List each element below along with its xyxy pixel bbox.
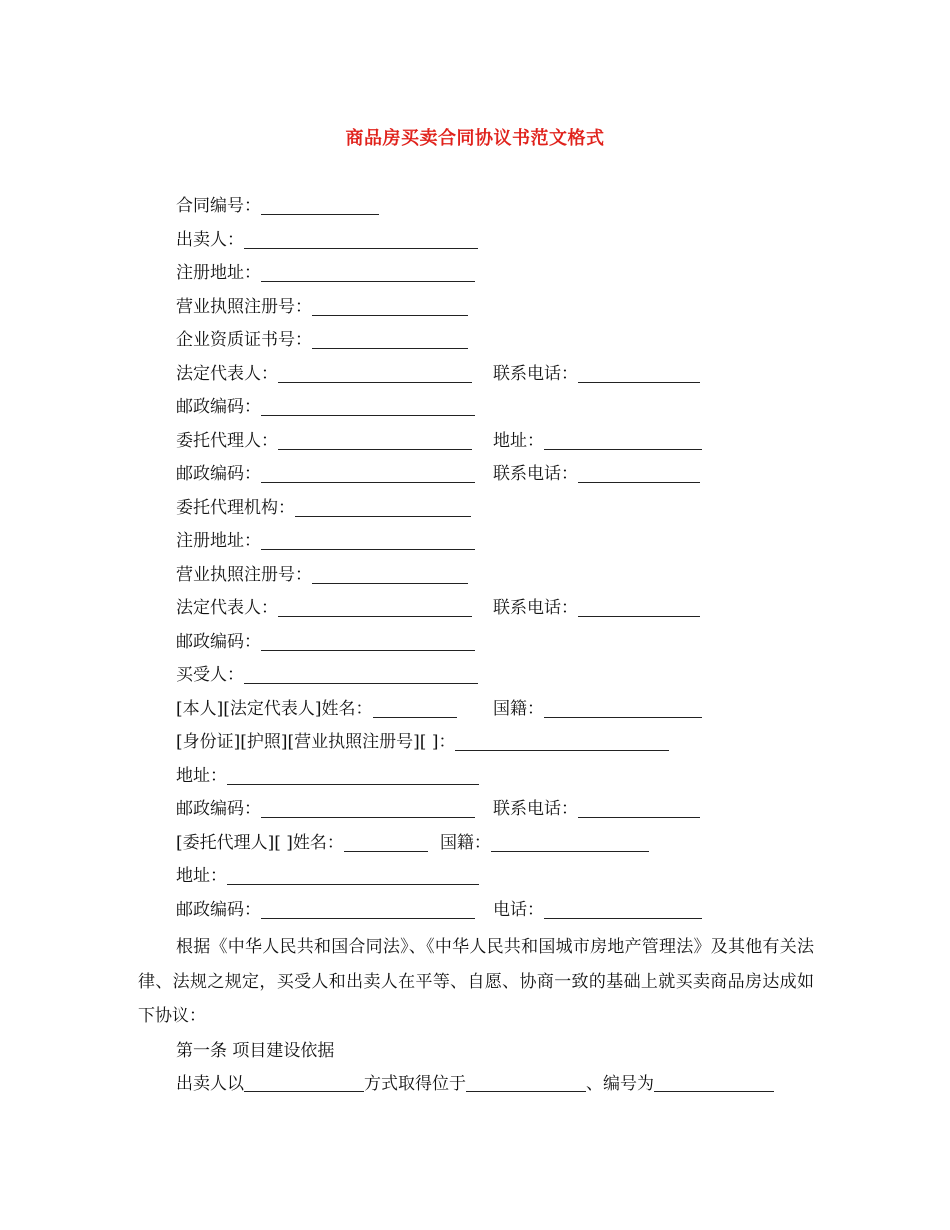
- field-label: 联系电话：: [493, 363, 578, 384]
- field-label: 注册地址：: [176, 263, 261, 283]
- form-field-row: [176, 190, 816, 224]
- text-segment: 出卖人以: [176, 1074, 244, 1094]
- field-label: 企业资质证书号：: [176, 330, 312, 350]
- field-blank[interactable]: [312, 326, 468, 349]
- field-blank[interactable]: [278, 427, 472, 450]
- field-label: 邮政编码：: [176, 464, 261, 484]
- field-left: [176, 726, 669, 760]
- field-left: [176, 257, 475, 291]
- field-blank[interactable]: [312, 561, 468, 584]
- document-title: 商品房买卖合同协议书范文格式: [345, 128, 605, 149]
- field-blank[interactable]: [261, 795, 475, 818]
- article-heading: 第一条 项目建设依据: [176, 1041, 335, 1061]
- form-field-row: [176, 492, 816, 526]
- form-field-row: [176, 626, 816, 660]
- field-blank[interactable]: [261, 628, 475, 651]
- field-blank[interactable]: [278, 594, 472, 617]
- form-field-row: [176, 559, 816, 593]
- field-label: 注册地址：: [176, 531, 261, 551]
- field-label: 地址：: [176, 866, 227, 886]
- field-label: 电话：: [493, 899, 544, 920]
- field-blank[interactable]: [455, 728, 669, 751]
- form-field-row: [176, 391, 816, 425]
- field-blank[interactable]: [544, 896, 702, 919]
- field-blank[interactable]: [373, 695, 457, 718]
- field-left: [176, 659, 478, 693]
- form-field-row: [176, 860, 816, 894]
- field-left: [176, 693, 493, 727]
- field-blank[interactable]: [491, 829, 649, 852]
- field-label: [委托代理人][ ]姓名：: [176, 832, 344, 853]
- field-blank[interactable]: [578, 594, 700, 617]
- field-left: [176, 592, 493, 626]
- field-label: 地址：: [493, 430, 544, 451]
- field-blank[interactable]: [578, 460, 700, 483]
- field-left: [176, 559, 468, 593]
- form-field-row: [176, 257, 816, 291]
- form-field-row: [176, 324, 816, 358]
- field-label: 法定代表人：: [176, 363, 278, 384]
- form-field-row: [176, 760, 816, 794]
- text-segment: 、编号为: [586, 1074, 654, 1094]
- field-left: [176, 291, 468, 325]
- field-right: [493, 793, 700, 827]
- fill-blank[interactable]: [654, 1069, 774, 1092]
- form-field-row: [176, 693, 816, 727]
- field-left: [176, 458, 493, 492]
- field-blank[interactable]: [261, 259, 475, 282]
- field-blank[interactable]: [261, 192, 379, 215]
- field-left: [176, 492, 471, 526]
- form-field-row: [176, 726, 816, 760]
- field-left: [176, 391, 475, 425]
- field-left: [176, 860, 479, 894]
- text-segment: 方式取得位于: [364, 1074, 466, 1094]
- field-blank[interactable]: [544, 695, 702, 718]
- field-left: [176, 760, 479, 794]
- field-label: 邮政编码：: [176, 397, 261, 417]
- field-label: 联系电话：: [493, 464, 578, 484]
- field-blank[interactable]: [227, 862, 479, 885]
- form-field-row: [176, 224, 816, 258]
- field-blank[interactable]: [578, 360, 700, 383]
- field-label: 联系电话：: [493, 598, 578, 618]
- preamble-paragraph: 根据《中华人民共和国合同法》、《中华人民共和国城市房地产管理法》及其他有关法律、法规之规定，买受人和出卖人在平等、自愿、协商一致的基础上就买卖商品房达成如下协议：: [138, 937, 814, 1026]
- fill-blank[interactable]: [244, 1069, 364, 1092]
- field-left: [176, 827, 649, 861]
- form-field-row: [176, 525, 816, 559]
- field-blank[interactable]: [261, 527, 475, 550]
- field-label: 营业执照注册号：: [176, 296, 312, 317]
- field-blank[interactable]: [295, 494, 471, 517]
- field-blank[interactable]: [312, 293, 468, 316]
- field-label: [本人][法定代表人]姓名：: [176, 698, 373, 719]
- field-blank[interactable]: [344, 829, 428, 852]
- field-blank[interactable]: [544, 427, 702, 450]
- form-field-row: [176, 827, 816, 861]
- field-blank[interactable]: [261, 460, 475, 483]
- field-right: [493, 425, 702, 459]
- field-label: [身份证][护照][营业执照注册号][ ]：: [176, 732, 456, 752]
- field-left: [176, 324, 468, 358]
- field-label: 国籍：: [493, 698, 544, 719]
- fill-blank[interactable]: [466, 1069, 586, 1092]
- field-label: 委托代理人：: [176, 430, 278, 451]
- field-blank[interactable]: [244, 661, 478, 684]
- field-label: 国籍：: [439, 832, 491, 853]
- form-field-row: [176, 458, 816, 492]
- form-field-row: [176, 358, 816, 392]
- field-left: [176, 793, 493, 827]
- field-left: [176, 894, 493, 928]
- field-right: [493, 894, 702, 928]
- field-left: [176, 224, 478, 258]
- field-blank[interactable]: [278, 360, 472, 383]
- form-fields: [176, 190, 816, 927]
- field-label: 合同编号：: [176, 196, 261, 216]
- form-field-row: [176, 894, 816, 928]
- field-left: [176, 425, 493, 459]
- field-label: 邮政编码：: [176, 799, 261, 819]
- field-left: [176, 190, 379, 224]
- field-blank[interactable]: [244, 226, 478, 249]
- field-blank[interactable]: [227, 762, 479, 785]
- field-label: 邮政编码：: [176, 899, 261, 920]
- form-field-row: [176, 291, 816, 325]
- field-right: [493, 693, 702, 727]
- form-field-row: [176, 793, 816, 827]
- form-field-row: [176, 592, 816, 626]
- field-right: [493, 592, 700, 626]
- field-left: [176, 358, 493, 392]
- field-label: 买受人：: [176, 665, 244, 685]
- form-field-row: [176, 425, 816, 459]
- article-body-line: [176, 1067, 774, 1101]
- field-right: [493, 458, 700, 492]
- field-label: 联系电话：: [493, 799, 578, 819]
- field-label: 地址：: [176, 765, 227, 786]
- field-label: 营业执照注册号：: [176, 564, 312, 585]
- field-label: 法定代表人：: [176, 598, 278, 618]
- field-label: 出卖人：: [176, 229, 244, 250]
- field-blank[interactable]: [261, 393, 475, 416]
- field-right: [493, 358, 700, 392]
- field-left: [176, 626, 475, 660]
- form-field-row: [176, 659, 816, 693]
- field-blank[interactable]: [578, 795, 700, 818]
- field-blank[interactable]: [261, 896, 475, 919]
- field-left: [176, 525, 475, 559]
- field-label: 委托代理机构：: [176, 497, 295, 518]
- field-label: 邮政编码：: [176, 631, 261, 652]
